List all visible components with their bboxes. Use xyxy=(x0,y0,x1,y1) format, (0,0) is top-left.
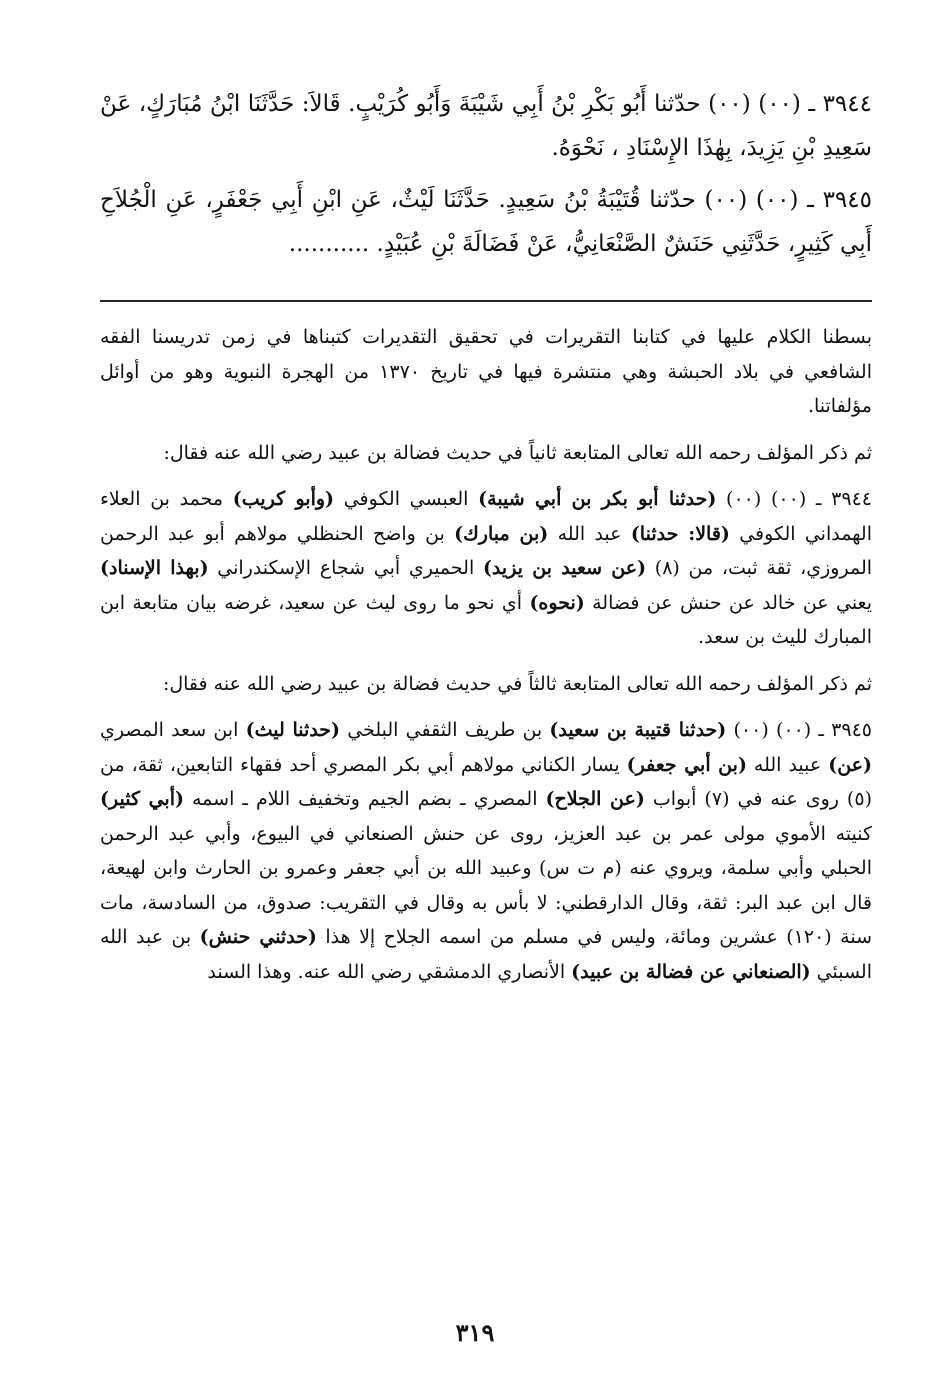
bold-quote: (الصنعاني عن فضالة بن عبيد) xyxy=(571,960,811,983)
text-run: يسار الكناني مولاهم أبي بكر المصري أحد فقهاء التابعين، ثقة، من (٥) روى عنه في (٧) أبواب xyxy=(100,753,872,810)
bold-quote: (بهذا الإسناد) xyxy=(100,557,209,579)
commentary-paragraph xyxy=(100,482,872,655)
bold-quote: (عن) xyxy=(828,753,872,776)
bold-quote: (وأبو كريب) xyxy=(232,488,335,510)
text-run: يعني عن خالد عن حنش عن فضالة xyxy=(584,591,873,614)
text-run: ٣٩٤٥ ـ (٠٠) (٠٠) xyxy=(726,719,872,741)
text-run: ابن سعد المصري xyxy=(100,719,246,741)
commentary-paragraph xyxy=(100,713,872,989)
text-run: ٣٩٤٤ ـ (٠٠) (٠٠) xyxy=(716,488,872,510)
text-run: ثم ذكر المؤلف رحمه الله تعالى المتابعة ثانياً في حديث فضالة بن عبيد رضي الله عنه فقال: xyxy=(163,441,872,464)
text-run: ٣٩٤٤ ـ (٠٠) (٠٠) حدّثنا أَبُو بَكْرِ بْنُ أَبِي شَيْبَةَ وَأَبُو كُرَيْبٍ. قَالاَ: حَدَّثَنَا ابْنُ مُبَارَكٍ، عَنْ سَعِيدِ بْنِ يَزِيدَ، بِهٰذَا الإِسْنَادِ ، نَحْوَهُ. xyxy=(100,91,872,161)
text-run: بن طريف الثقفي البلخي xyxy=(340,719,550,741)
text-run: بسطنا الكلام عليها في كتابنا التقريرات في تحقيق التقديرات كتبناها في زمن تدريسنا الفقه الشافعي في بلاد الحبشة وهي منتشرة فيها في تاريخ ١٣٧٠ من الهجرة النبوية وهو من أوائل مؤلفاتنا. xyxy=(100,326,872,417)
bold-quote: (قالا: حدثنا) xyxy=(630,522,730,545)
text-run: عبيد الله xyxy=(746,753,829,776)
commentary-paragraph xyxy=(100,667,872,702)
commentary-paragraph xyxy=(100,320,872,424)
hadith-text-block xyxy=(100,82,872,266)
bold-quote: (عن سعيد بن يزيد) xyxy=(482,557,647,579)
text-run: كنيته الأموي مولى عمر بن عبد العزيز، روى عن حنش الصنعاني في البيوع، وأبي عبد الرحمن الحبلي وأبي سلمة، ويروي عنه (م ت س) وعبيد الله بن أبي جعفر وعمرو بن الحارث وابن لهيعة، قال ابن عبد البر: ثقة، وقال الدارقطني: لا بأس به وقال في التقريب: صدوق، من السادسة، مات سنة (١٢٠) عشرين ومائة، وليس في مسلم من اسمه الجلاح إلا هذا xyxy=(100,822,872,948)
bold-quote: (حدثنا قتيبة بن سعيد) xyxy=(549,719,727,741)
text-run: بن عبد الله السبئي xyxy=(100,926,872,983)
bold-quote: (بن أبي جعفر) xyxy=(626,753,747,776)
commentary-block xyxy=(100,320,872,989)
bold-quote: (عن الجلاح) xyxy=(545,788,645,810)
hadith-paragraph xyxy=(100,82,872,170)
bold-quote: (حدثنا أبو بكر بن أبي شيبة) xyxy=(478,488,717,510)
bold-quote: (بن مبارك) xyxy=(454,522,549,545)
text-run: الحميري أبي شجاع الإسكندراني xyxy=(208,557,483,579)
page-number: ٣١٩ xyxy=(455,1318,495,1347)
text-run: الأنصاري الدمشقي رضي الله عنه. وهذا السند xyxy=(207,960,572,983)
text-run: ٣٩٤٥ ـ (٠٠) (٠٠) حدّثنا قُتَيْبَةُ بْنُ سَعِيدٍ. حَدَّثَنَا لَيْثٌ، عَنِ ابْنِ أَبِي جَعْفَرٍ، عَنِ الْجُلاَحِ أَبِي كَثِيرٍ، حَدَّثَنِي حَنَشٌ الصَّنْعَانِيُّ، عَنْ فَضَالَةَ بْنِ عُبَيْدٍ. ........... xyxy=(100,187,872,257)
text-run: ثم ذكر المؤلف رحمه الله تعالى المتابعة ثالثاً في حديث فضالة بن عبيد رضي الله عنه فقال: xyxy=(162,672,872,695)
text-run: أي نحو ما روى ليث عن سعيد، غرضه بيان متابعة ابن المبارك لليث بن سعد. xyxy=(100,591,872,648)
bold-quote: (حدثني حنش) xyxy=(199,926,317,948)
commentary-paragraph xyxy=(100,436,872,471)
footnote-separator xyxy=(100,300,872,302)
bold-quote: (نحوه) xyxy=(529,591,585,614)
bold-quote: (أبي كثير) xyxy=(100,788,184,810)
text-run: محمد بن العلاء الهمداني الكوفي xyxy=(100,488,873,545)
text-run: عبد الله xyxy=(548,522,631,545)
hadith-paragraph xyxy=(100,178,872,266)
text-run: بن واضح الحنظلي مولاهم أبو عبد الرحمن المروزي، ثقة ثبت، من (٨) xyxy=(100,522,873,579)
text-run: العبسي الكوفي xyxy=(334,488,479,510)
bold-quote: (حدثنا ليث) xyxy=(245,719,341,741)
page-body xyxy=(100,82,872,989)
text-run: المصري ـ بضم الجيم وتخفيف اللام ـ اسمه xyxy=(183,788,546,810)
